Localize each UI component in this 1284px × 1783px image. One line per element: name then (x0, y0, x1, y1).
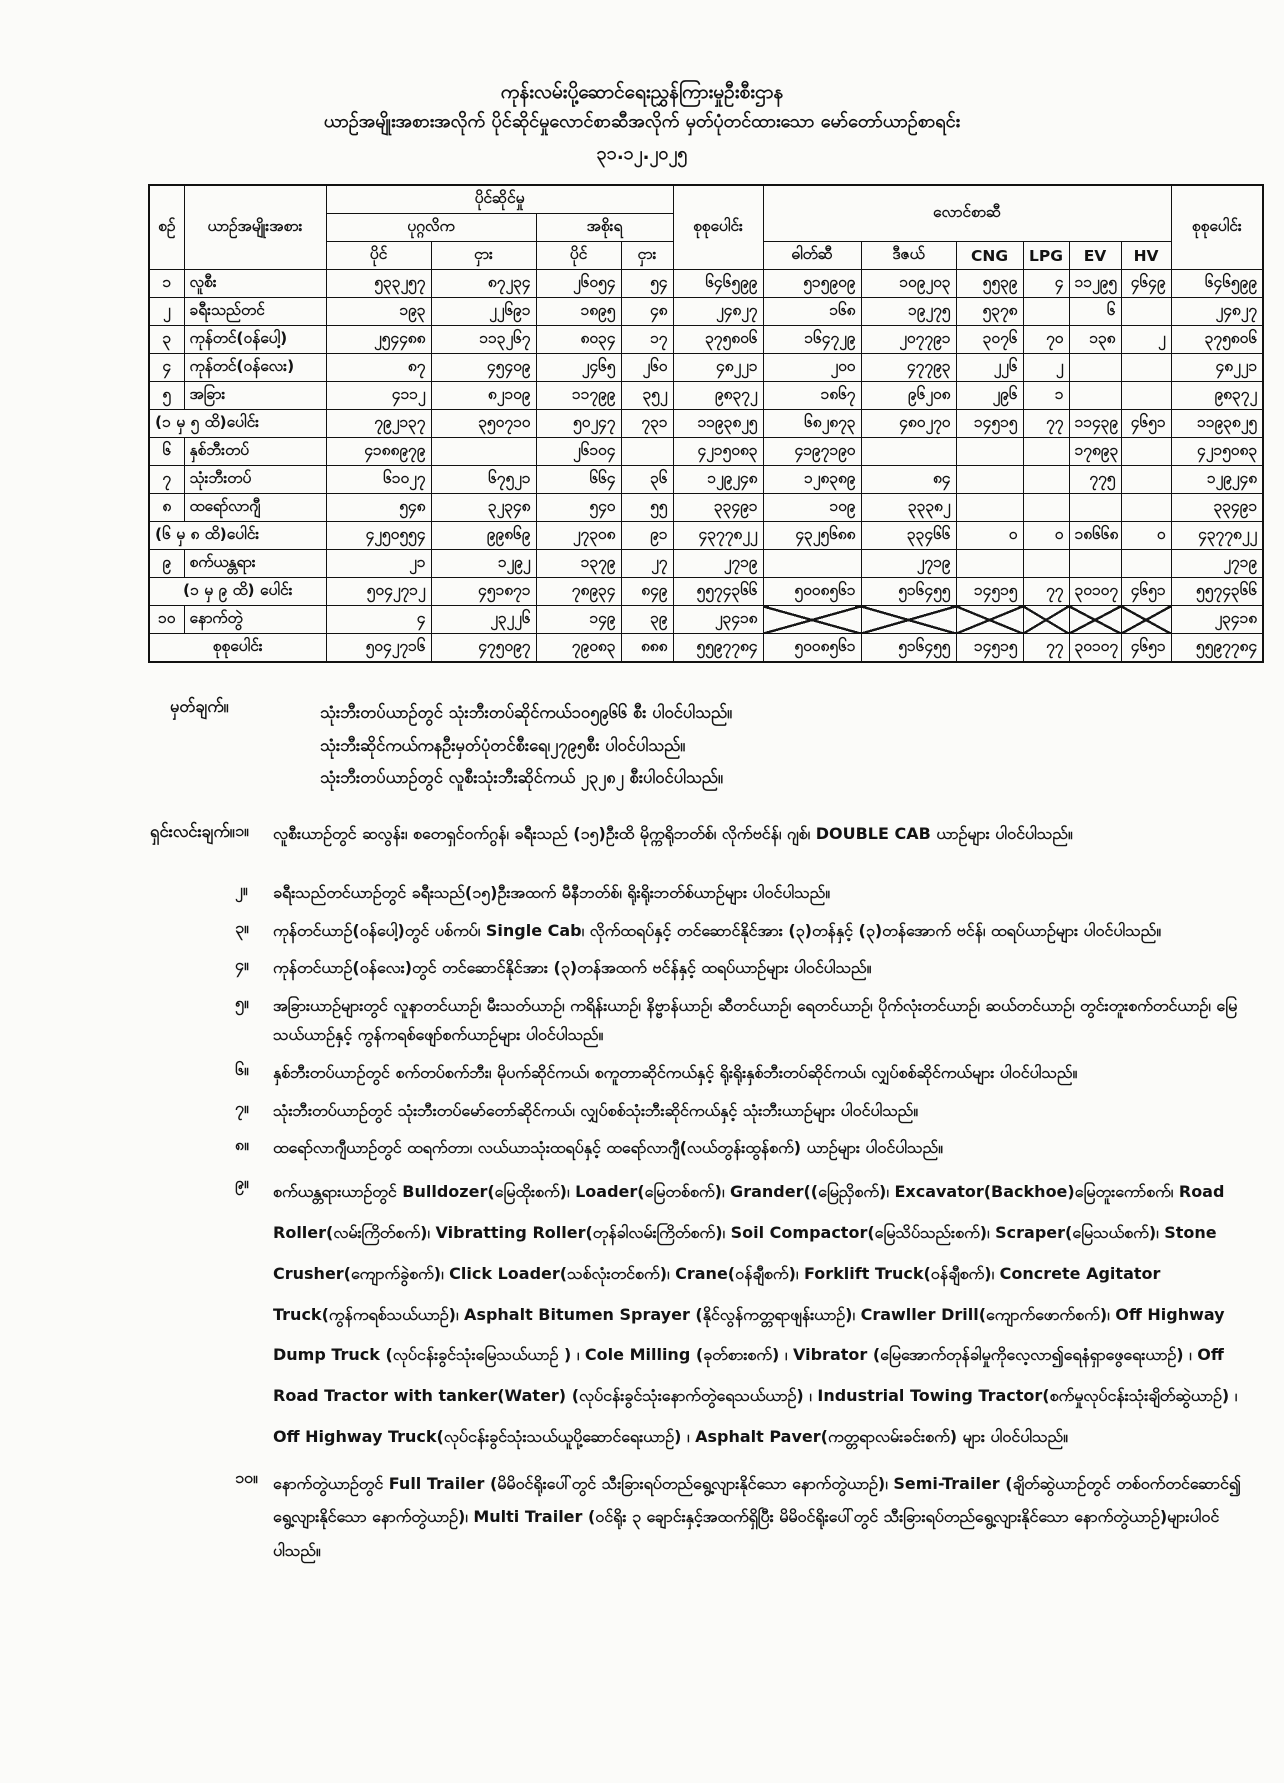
value-cell: ၃၆ (621, 466, 673, 494)
value-cell: ၁၆၈ (763, 298, 861, 326)
value-cell: ၆၄၆၅၉၉ (1171, 270, 1263, 298)
value-cell: ၂၄၆၅ (536, 354, 621, 382)
value-cell: ၉၉၈၆၉ (431, 522, 536, 550)
explanation-item (235, 917, 1264, 946)
value-cell: ၁၄၉ (536, 606, 621, 634)
value-cell (1121, 438, 1171, 466)
value-cell: ၁၇၈၉၃ (1069, 438, 1121, 466)
value-cell: ၂၅၄၄၈၈ (326, 326, 431, 354)
value-cell (861, 438, 956, 466)
remark-label: မှတ်ချက်။ (170, 697, 229, 717)
table-row (149, 438, 1263, 466)
row-number: ၁၀ (149, 606, 184, 634)
value-cell: ၁၆၄၇၂၉ (763, 326, 861, 354)
value-cell: ၅၀၂၄၇ (536, 410, 621, 438)
explanation-item-text: ခရီးသည်တင်ယာဉ်တွင် ခရီးသည်(၁၅)ဦးအထက် မီနီဘတ်စ်၊ ရိုးရိုးဘတ်စ်ယာဉ်များ ပါဝင်ပါသည်။ (273, 882, 831, 902)
remark-lines (320, 697, 732, 794)
value-cell (1121, 354, 1171, 382)
value-cell: ၄၈ (621, 298, 673, 326)
row-number: ၅ (149, 382, 184, 410)
value-cell: ၂၃၂၂၆ (431, 606, 536, 634)
col-header-gov-own: ပိုင် (536, 242, 621, 270)
explanation-item (235, 1059, 1264, 1088)
value-cell: ၁၁၄၃၉ (1069, 410, 1121, 438)
value-cell: ၁၁၇၉၉ (536, 382, 621, 410)
value-cell (1069, 550, 1121, 578)
value-cell (956, 466, 1023, 494)
value-cell: ၄၈၂၂၁ (1171, 354, 1263, 382)
value-cell (431, 438, 536, 466)
value-cell (621, 438, 673, 466)
value-cell: ၃၅၂ (621, 382, 673, 410)
table-subtotal-row (149, 634, 1263, 663)
value-cell: ၇၀ (1023, 326, 1069, 354)
value-cell: ၄၃၇၇၈၂၂ (1171, 522, 1263, 550)
value-cell: ၃၀၁၀၇ (1069, 634, 1121, 663)
subtotal-label: (၁ မှ ၅ ထိ)ပေါင်း (149, 410, 326, 438)
value-cell: ၁၈၉၅ (536, 298, 621, 326)
value-cell: ၁၀၉ (763, 494, 861, 522)
table-row (149, 298, 1263, 326)
value-cell: ၄ (1023, 270, 1069, 298)
explanation-item-number: ၅။ (235, 993, 249, 1013)
value-cell: ၃၃၃၈၂ (861, 494, 956, 522)
value-cell: ၆၁၀၂၇ (326, 466, 431, 494)
value-cell: ၄၆၅၁ (1121, 578, 1171, 606)
value-cell (956, 438, 1023, 466)
value-cell: ၄၅၄၀၉ (431, 354, 536, 382)
value-cell: ၆၇၅၂၁ (431, 466, 536, 494)
value-cell: ၆ (1069, 298, 1121, 326)
value-cell: ၁ (1023, 382, 1069, 410)
value-cell: ၅၄ (621, 270, 673, 298)
value-cell: ၇၉၂၁၃၇ (326, 410, 431, 438)
row-number: ၉ (149, 550, 184, 578)
value-cell: ၀ (1023, 522, 1069, 550)
value-cell: ၂၁ (326, 550, 431, 578)
explanation-section (150, 820, 1264, 1568)
value-cell: ၄၇၇၉၃ (861, 354, 956, 382)
explanation-item-number: ၄။ (235, 955, 249, 975)
explanation-item (235, 992, 1264, 1050)
value-cell: ၁၈၆၆၈ (1069, 522, 1121, 550)
value-cell: ၇၈၉၃၄ (536, 578, 621, 606)
value-cell: ၅၀၀၈၅၆၁ (763, 634, 861, 663)
value-cell: ၁၄၅၁၅ (956, 410, 1023, 438)
col-header-fuel-ev: EV (1069, 242, 1121, 270)
value-cell (1023, 438, 1069, 466)
value-cell: ၈၄၉ (621, 578, 673, 606)
value-cell: ၃၇၅၈၀၆ (673, 326, 763, 354)
vehicle-registration-table (148, 184, 1264, 663)
value-cell: ၂၀၇၇၉၁ (861, 326, 956, 354)
value-cell: ၁၃၈ (1069, 326, 1121, 354)
crossed-out-cell (1069, 606, 1121, 634)
value-cell (1121, 494, 1171, 522)
value-cell: ၈၀၃၄ (536, 326, 621, 354)
explanation-item (235, 1134, 1264, 1163)
row-number: ၃ (149, 326, 184, 354)
explanation-item-number: ၂။ (235, 879, 248, 899)
value-cell (1121, 382, 1171, 410)
vehicle-type-label: ကုန်တင်(ဝန်လေး) (184, 354, 326, 382)
value-cell: ၄ (326, 606, 431, 634)
value-cell: ၄၃၂၅၆၈၈ (763, 522, 861, 550)
value-cell: ၂၇၁၉ (861, 550, 956, 578)
col-header-fuel-hv: HV (1121, 242, 1171, 270)
value-cell: ၁၉၃ (326, 298, 431, 326)
subtotal-label: (၆ မှ ၈ ထိ)ပေါင်း (149, 522, 326, 550)
value-cell: ၄၇၅၀၉၇ (431, 634, 536, 663)
col-header-fuel-petrol: ဓါတ်ဆီ (763, 242, 861, 270)
value-cell: ၄၂၁၅၀၈၃ (673, 438, 763, 466)
value-cell: ၃၇၅၈၀၆ (1171, 326, 1263, 354)
subtotal-label: (၁ မှ ၉ ထိ) ပေါင်း (149, 578, 326, 606)
value-cell: ၂၂၆၉၁ (431, 298, 536, 326)
value-cell: ၂၄၈၂၇ (673, 298, 763, 326)
value-cell: ၇၇၅ (1069, 466, 1121, 494)
value-cell: ၅၄၈ (326, 494, 431, 522)
explanation-item-text: ကုန်တင်ယာဉ်(ဝန်ပေါ့)တွင် ပစ်ကပ်၊ Single Cab၊ လိုက်ထရပ်နှင့် တင်ဆောင်နိုင်အား (၃)တန်နှင့် (၃)တန်အောက် ဗင်န်၊ ထရပ်ယာဉ်များ ပါဝင်ပါသည်။ (273, 920, 1162, 940)
crossed-out-cell (861, 606, 956, 634)
value-cell: ၃၂၃၄၈ (431, 494, 536, 522)
value-cell: ၀ (956, 522, 1023, 550)
row-number: ၈ (149, 494, 184, 522)
value-cell: ၁၁၃၂၆၇ (431, 326, 536, 354)
value-cell (1023, 466, 1069, 494)
value-cell: ၁၄၅၁၅ (956, 578, 1023, 606)
value-cell: ၈၄ (861, 466, 956, 494)
crossed-out-cell (763, 606, 861, 634)
value-cell: ၉၈၃၇၂ (673, 382, 763, 410)
remark-line: သုံးဘီးဆိုင်ကယ်ကနဦးမှတ်ပုံတင်စီးရေ၊၂၇၉၅စီး ပါဝင်ပါသည်။ (320, 735, 686, 755)
value-cell: ၅၅၉၇၇၈၄ (673, 634, 763, 663)
value-cell: ၇၇ (1023, 578, 1069, 606)
vehicle-type-label: စက်ယန္တရား (184, 550, 326, 578)
value-cell: ၇၉၀၈၃ (536, 634, 621, 663)
table-subtotal-row (149, 410, 1263, 438)
value-cell: ၂၃၄၁၈ (673, 606, 763, 634)
value-cell: ၄၈၀၂၇၀ (861, 410, 956, 438)
col-header-government: အစိုးရ (536, 214, 673, 242)
value-cell: ၄၁၈၈၉၇၉ (326, 438, 431, 466)
row-number: ၇ (149, 466, 184, 494)
value-cell: ၂၆၀၅၄ (536, 270, 621, 298)
value-cell: ၅၅၇၄၃၆၆ (1171, 578, 1263, 606)
col-header-ownership: ပိုင်ဆိုင်မှု (326, 185, 673, 214)
vehicle-type-label: လူစီး (184, 270, 326, 298)
table-row (149, 354, 1263, 382)
value-cell: ၃၃၄၉၁ (673, 494, 763, 522)
value-cell: ၈၈၈ (621, 634, 673, 663)
vehicle-type-label: အခြား (184, 382, 326, 410)
value-cell: ၄၆၅၁ (1121, 410, 1171, 438)
value-cell: ၉၁ (621, 522, 673, 550)
col-header-gov-hire: ငှား (621, 242, 673, 270)
value-cell: ၅၄၀ (536, 494, 621, 522)
col-header-private-own: ပိုင် (326, 242, 431, 270)
explanation-item-number: ၈။ (235, 1135, 249, 1155)
value-cell: ၂၂၆ (956, 354, 1023, 382)
remark-section (170, 697, 1284, 794)
value-cell: ၄၁၉၇၁၉၀ (763, 438, 861, 466)
explanation-item-number: ၃။ (235, 917, 249, 937)
explanation-item (235, 820, 1264, 849)
col-header-fuel-cng: CNG (956, 242, 1023, 270)
explanation-item-text: စက်ယန္တရားယာဉ်တွင် Bulldozer(မြေထိုးစက်)၊ Loader(မြေတစ်စက်)၊ Grander((မြေညှိစက်)၊ Excavator(Backhoe)မြေတူးကော်စက်၊ Road Roller(လမ်းကြိတ်စက်)၊ Vibratting Roller(တုန်ခါလမ်းကြိတ်စက်)၊ Soil Compactor(မြေသိပ်သည်းစက်)၊ Scraper(မြေသယ်စက်)၊ Stone Crusher(ကျောက်ခွဲစက်)၊ Click Loader(သစ်လုံးတင်စက်)၊ Crane(ဝန်ချီစက်)၊ Forklift Truck(ဝန်ချီစက်)၊ Concrete Agitator Truck(ကွန်ကရစ်သယ်ယာဉ်)၊ Asphalt Bitumen Sprayer (နိုင်လွန်ကတ္တရာဖျန်းယာဉ်)၊ Crawller Drill(ကျောက်ဖောက်စက်)၊ Off Highway Dump Truck (လုပ်ငန်းခွင်သုံးမြေသယ်ယာဉ် ) ၊ Cole Milling (ခုတ်စားစက်) ၊ Vibrator (မြေအောက်တုန်ခါမှုကိုလေ့လာ၍ရေနံရှာဖွေရေးယာဉ်) ၊ Off Road Tractor with tanker(Water) (လုပ်ငန်းခွင်သုံးနောက်တွဲရေသယ်ယာဉ်) ၊ Industrial Towing Tractor(စက်မှုလုပ်ငန်းသုံးချိတ်ဆွဲယာဉ်) ၊ Off Highway Truck(လုပ်ငန်းခွင်သုံးသယ်ယူပို့ဆောင်ရေးယာဉ်) ၊ Asphalt Paver(ကတ္တရာလမ်းခင်းစက်) များ ပါဝင်ပါသည်။ (273, 1182, 1238, 1446)
crossed-out-cell (1121, 606, 1171, 634)
value-cell: ၃၅၀၇၁၀ (431, 410, 536, 438)
value-cell: ၈၇ (326, 354, 431, 382)
value-cell: ၆၆၄ (536, 466, 621, 494)
explanation-item (235, 1467, 1264, 1568)
value-cell: ၅၁၅၉၀၉ (763, 270, 861, 298)
value-cell: ၅၅၉၇၇၈၄ (1171, 634, 1263, 663)
row-number: ၆ (149, 438, 184, 466)
vehicle-type-label: ထရော်လာဂျီ (184, 494, 326, 522)
value-cell: ၂၄၈၂၇ (1171, 298, 1263, 326)
value-cell: ၁၀၉၂၀၃ (861, 270, 956, 298)
explanation-items (235, 820, 1264, 1568)
vehicle-type-label: သုံးဘီးတပ် (184, 466, 326, 494)
value-cell: ၄၆၄၉ (1121, 270, 1171, 298)
value-cell: ၁၈၆၇ (763, 382, 861, 410)
explanation-item (235, 879, 1264, 908)
value-cell (1121, 298, 1171, 326)
table-row (149, 466, 1263, 494)
explanation-label: ရှင်းလင်းချက်။ (150, 821, 235, 841)
remark-line: သုံးဘီးတပ်ယာဉ်တွင် သုံးဘီးတပ်ဆိုင်ကယ်၁၀၅၉၆၆ စီး ပါဝင်ပါသည်။ (320, 703, 733, 723)
value-cell (956, 494, 1023, 522)
value-cell: ၇၃၁ (621, 410, 673, 438)
value-cell: ၄၂၅၀၅၅၄ (326, 522, 431, 550)
value-cell (763, 550, 861, 578)
document-title: ယာဉ်အမျိုးအစားအလိုက် ပိုင်ဆိုင်မှုလောင်စာဆီအလိုက် မှတ်ပုံတင်ထားသော မော်တော်ယာဉ်စာရင်း (323, 111, 961, 133)
col-header-fuel-diesel: ဒီဇယ် (861, 242, 956, 270)
value-cell: ၁၂၉၂၄၈ (673, 466, 763, 494)
document-header (0, 0, 1284, 170)
row-number: ၄ (149, 354, 184, 382)
value-cell: ၇၇ (1023, 410, 1069, 438)
subtotal-label: စုစုပေါင်း (149, 634, 326, 663)
value-cell: ၃၃၄၆၆ (861, 522, 956, 550)
value-cell (1121, 550, 1171, 578)
value-cell: ၅၁၆၄၅၅ (861, 578, 956, 606)
explanation-item-number: ၇။ (235, 1097, 249, 1117)
row-number: ၁ (149, 270, 184, 298)
value-cell: ၅၅၇၄၃၆၆ (673, 578, 763, 606)
header-row-1 (149, 185, 1263, 214)
explanation-item-text: အခြားယာဉ်များတွင် လူနာတင်ယာဉ်၊ မီးသတ်ယာဉ်၊ ကရိန်းယာဉ်၊ နိဗ္ဗာန်ယာဉ်၊ ဆီတင်ယာဉ်၊ ရေတင်ယာဉ်၊ ပိုက်လုံးတင်ယာဉ်၊ ဆယ်တင်ယာဉ်၊ တွင်းတူးစက်တင်ယာဉ်၊ မြေသယ်ယာဉ်နှင့် ကွန်ကရစ်ဖျော်စက်ယာဉ်များ ပါဝင်ပါသည်။ (273, 996, 1238, 1044)
value-cell: ၂၇၃၀၈ (536, 522, 621, 550)
value-cell: ၄၅၁၈၇၁ (431, 578, 536, 606)
value-cell: ၁၁၉၃၈၂၅ (673, 410, 763, 438)
table-subtotal-row (149, 578, 1263, 606)
value-cell: ၃၀၇၆ (956, 326, 1023, 354)
col-header-total: စုစုပေါင်း (673, 185, 763, 270)
value-cell: ၅၀၀၈၅၆၁ (763, 578, 861, 606)
value-cell: ၉၈၃၇၂ (1171, 382, 1263, 410)
value-cell: ၂ (1121, 326, 1171, 354)
col-header-total-2: စုစုပေါင်း (1171, 185, 1263, 270)
value-cell: ၆၈၂၈၇၃ (763, 410, 861, 438)
vehicle-type-label: ခရီးသည်တင် (184, 298, 326, 326)
value-cell: ၄၂၁၅၀၈၃ (1171, 438, 1263, 466)
report-date: ၃၁.၁၂.၂၀၂၅ (596, 143, 688, 165)
value-cell: ၁၁၉၃၈၂၅ (1171, 410, 1263, 438)
crossed-out-cell (956, 606, 1023, 634)
value-cell: ၁၇ (621, 326, 673, 354)
value-cell: ၂ (1023, 354, 1069, 382)
value-cell: ၁၂၉၂ (431, 550, 536, 578)
remark-line: သုံးဘီးတပ်ယာဉ်တွင် လူစီးသုံးဘီးဆိုင်ကယ် ၂၃၂၈၂ စီးပါဝင်ပါသည်။ (320, 767, 723, 787)
crossed-out-cell (1023, 606, 1069, 634)
value-cell: ၆၄၆၅၉၉ (673, 270, 763, 298)
value-cell: ၄၈၂၂၁ (673, 354, 763, 382)
value-cell: ၄၆၅၁ (1121, 634, 1171, 663)
value-cell: ၃၀၁၀၇ (1069, 578, 1121, 606)
value-cell: ၈၇၂၃၄ (431, 270, 536, 298)
vehicle-type-label: နောက်တွဲ (184, 606, 326, 634)
department-title: ကုန်းလမ်းပို့ဆောင်ရေးညွှန်ကြားမှုဦးစီးဌာန (500, 81, 784, 103)
value-cell: ၂၉၆ (956, 382, 1023, 410)
col-header-no: စဉ် (149, 185, 184, 270)
explanation-item-text: ထရော်လာဂျီယာဉ်တွင် ထရက်တာ၊ လယ်ယာသုံးထရပ်နှင့် ထရော်လာဂျီ(လယ်တွန်းထွန်စက်) ယာဉ်များ ပါဝင်ပါသည်။ (273, 1138, 943, 1158)
value-cell: ၂၃၄၁၈ (1171, 606, 1263, 634)
explanation-item-number: ၆။ (235, 1059, 249, 1079)
value-cell: ၈၂၁၀၉ (431, 382, 536, 410)
value-cell: ၅၃၃၂၅၇ (326, 270, 431, 298)
value-cell: ၃၃၄၉၁ (1171, 494, 1263, 522)
value-cell (1069, 494, 1121, 522)
explanation-item-number: ၉။ (235, 1173, 249, 1193)
value-cell (1023, 550, 1069, 578)
table-row (149, 270, 1263, 298)
explanation-item (235, 1097, 1264, 1126)
value-cell: ၁၄၅၁၅ (956, 634, 1023, 663)
explanation-item (235, 1172, 1264, 1458)
col-header-fuel-lpg: LPG (1023, 242, 1069, 270)
value-cell: ၂၆၀ (621, 354, 673, 382)
value-cell: ၅၅ (621, 494, 673, 522)
explanation-item (235, 954, 1264, 983)
value-cell: ၂၇၁၉ (673, 550, 763, 578)
row-number: ၂ (149, 298, 184, 326)
explanation-item-text: နောက်တွဲယာဉ်တွင် Full Trailer (မိမိဝင်ရိုးပေါ်တွင် သီးခြားရပ်တည်ရွေ့လျားနိုင်သော နောက်တွဲယာဉ်)၊ Semi-Trailer (ချိတ်ဆွဲယာဉ်တွင် တစ်ဝက်တင်ဆောင်၍ ရွေ့လျားနိုင်သော နောက်တွဲယာဉ်)၊ Multi Trailer (ဝင်ရိုး ၃ ချောင်းနှင့်အထက်ရှိပြီး မိမိဝင်ရိုးပေါ်တွင် သီးခြားရပ်တည်ရွေ့လျားနိုင်သော နောက်တွဲယာဉ်)များပါဝင်ပါသည်။ (273, 1473, 1241, 1560)
value-cell: ၉၆၂၀၈ (861, 382, 956, 410)
value-cell: ၅၀၄၂၇၁၆ (326, 634, 431, 663)
value-cell: ၇၇ (1023, 634, 1069, 663)
value-cell: ၁၂၉၂၄၈ (1171, 466, 1263, 494)
value-cell (1069, 382, 1121, 410)
col-header-private-hire: ငှား (431, 242, 536, 270)
col-header-vehicle-type: ယာဉ်အမျိုးအစား (184, 185, 326, 270)
vehicle-type-label: နှစ်ဘီးတပ် (184, 438, 326, 466)
table-row (149, 382, 1263, 410)
explanation-item-number: ၁၀။ (235, 1467, 258, 1487)
col-header-private: ပုဂ္ဂလိက (326, 214, 536, 242)
value-cell: ၃၉ (621, 606, 673, 634)
explanation-item-text: နှစ်ဘီးတပ်ယာဉ်တွင် စက်တပ်စက်ဘီး၊ မိုပက်ဆိုင်ကယ်၊ စကူတာဆိုင်ကယ်နှင့် ရိုးရိုးနှစ်ဘီးတပ်ဆိုင်ကယ်၊ လျှပ်စစ်ဆိုင်ကယ်များ ပါဝင်ပါသည်။ (273, 1062, 1078, 1082)
value-cell (1023, 298, 1069, 326)
value-cell: ၅၅၃၉ (956, 270, 1023, 298)
table-row (149, 326, 1263, 354)
value-cell (956, 550, 1023, 578)
value-cell: ၂၇ (621, 550, 673, 578)
value-cell: ၀ (1121, 522, 1171, 550)
value-cell: ၅၀၄၂၇၁၂ (326, 578, 431, 606)
value-cell: ၅၁၆၄၅၅ (861, 634, 956, 663)
value-cell: ၁၉၂၇၅ (861, 298, 956, 326)
explanation-item-text: သုံးဘီးတပ်ယာဉ်တွင် သုံးဘီးတပ်မော်တော်ဆိုင်ကယ်၊ လျှပ်စစ်သုံးဘီးဆိုင်ကယ်နှင့် သုံးဘီးယာဉ်များ ပါဝင်ပါသည်။ (273, 1100, 919, 1120)
value-cell: ၂၇၁၉ (1171, 550, 1263, 578)
value-cell (1069, 354, 1121, 382)
value-cell (1121, 466, 1171, 494)
value-cell: ၄၃၇၇၈၂၂ (673, 522, 763, 550)
value-cell (1023, 494, 1069, 522)
value-cell: ၁၁၂၉၅ (1069, 270, 1121, 298)
table-row (149, 606, 1263, 634)
value-cell: ၄၁၁၂ (326, 382, 431, 410)
col-header-fuel: လောင်စာဆီ (763, 185, 1171, 242)
table-subtotal-row (149, 522, 1263, 550)
value-cell: ၁၃၇၉ (536, 550, 621, 578)
table-row (149, 550, 1263, 578)
explanation-item-text: ကုန်တင်ယာဉ်(ဝန်လေး)တွင် တင်ဆောင်နိုင်အား (၃)တန်အထက် ဗင်န်နှင့် ထရပ်ယာဉ်များ ပါဝင်ပါသည်။ (273, 958, 872, 978)
explanation-item-number: ၁။ (235, 820, 249, 840)
table-row (149, 494, 1263, 522)
value-cell: ၅၃၇၈ (956, 298, 1023, 326)
value-cell: ၁၂၈၃၈၉ (763, 466, 861, 494)
value-cell: ၂၀၀ (763, 354, 861, 382)
vehicle-type-label: ကုန်တင်(ဝန်ပေါ့) (184, 326, 326, 354)
explanation-item-text: လူစီးယာဉ်တွင် ဆလွန်း၊ စတေရှင်ဝက်ဂွန်၊ ခရီးသည် (၁၅)ဦးထိ မိုက္ကရိုဘတ်စ်၊ လိုက်ဗင်န်၊ ဂျစ်၊ DOUBLE CAB ယာဉ်များ ပါဝင်ပါသည်။ (273, 823, 1073, 843)
value-cell: ၂၆၁၀၄ (536, 438, 621, 466)
